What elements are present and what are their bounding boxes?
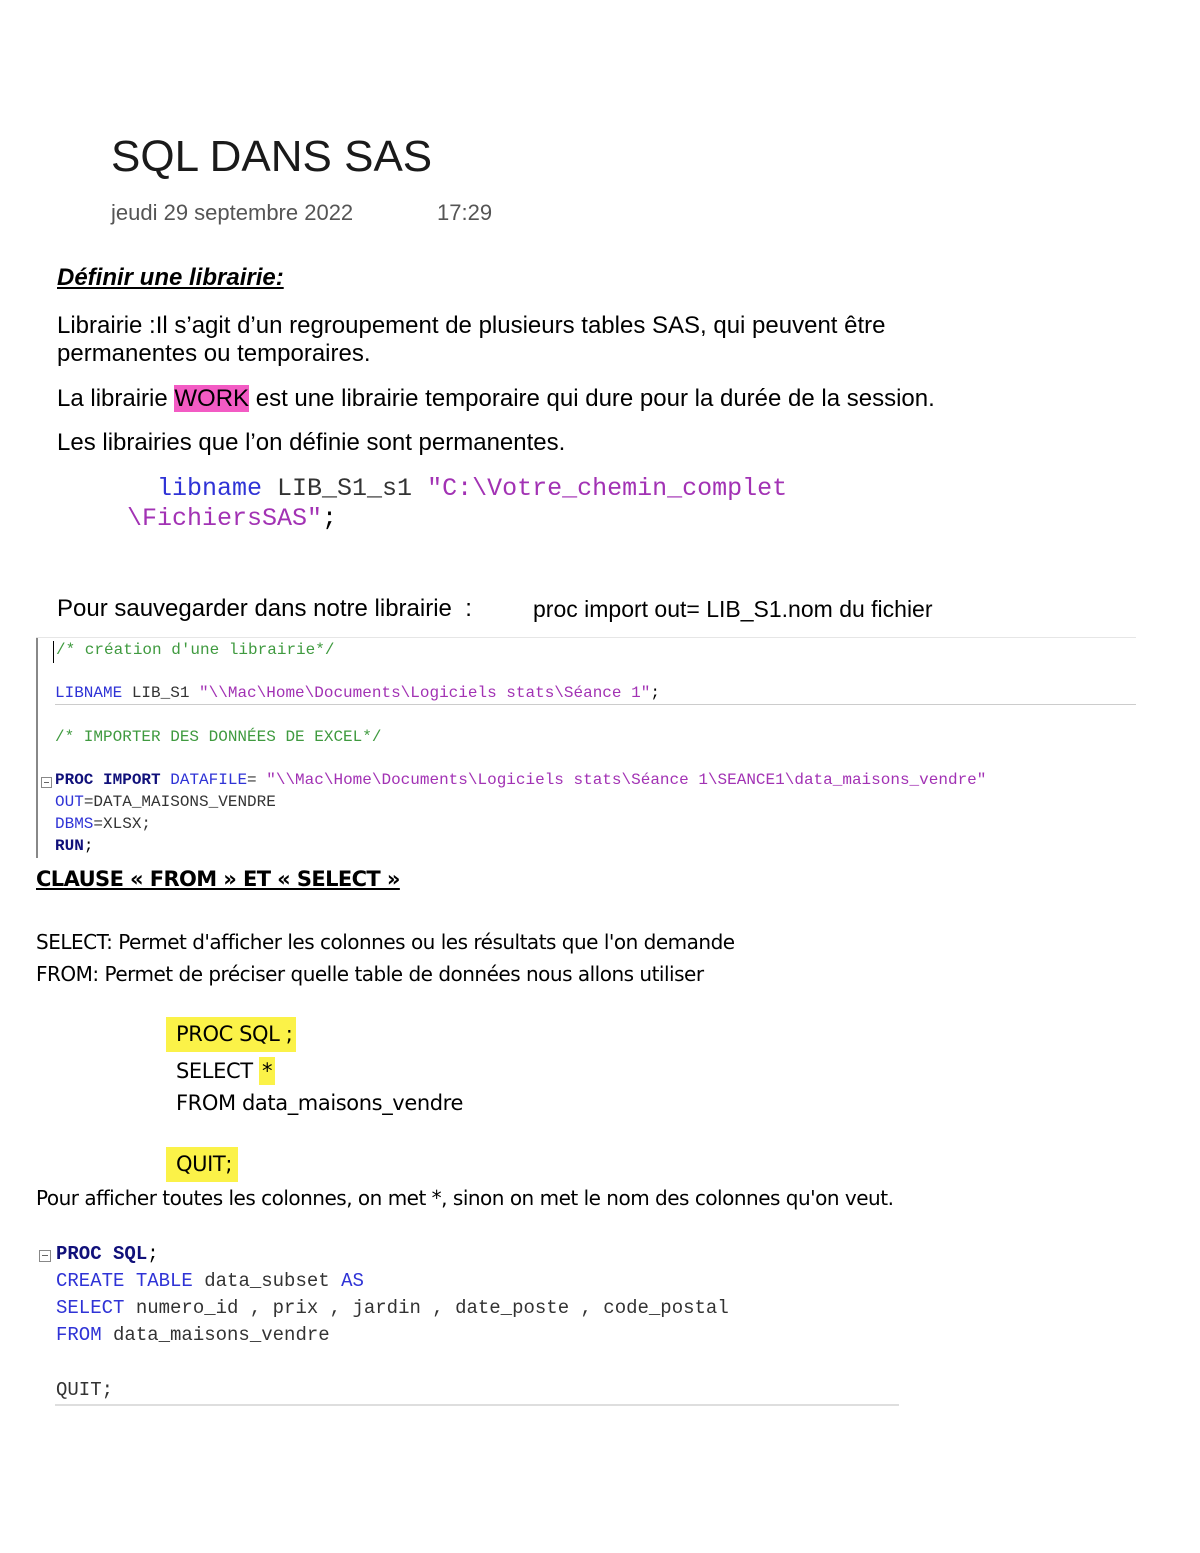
code1-run-semi: ; (83, 837, 94, 855)
code1-libname-name: LIB_S1 (122, 684, 200, 702)
code1-datafile-kw: DATAFILE (170, 771, 248, 789)
code1-libname-kw: LIBNAME (55, 684, 123, 702)
page-time: 17:29 (437, 200, 493, 225)
libname-semicolon: ; (322, 504, 338, 533)
example-select-line (176, 1059, 275, 1083)
code2-semi: ; (147, 1243, 159, 1265)
paragraph-librairie-line2: permanentes ou temporaires. (57, 340, 371, 367)
code1-out-kw: OUT (55, 793, 84, 811)
code1-libname-path: "\\Mac\Home\Documents\Logiciels stats\Séance 1" (199, 684, 651, 702)
code-block-1-left-bar (36, 638, 38, 858)
code1-run-line (55, 837, 93, 855)
code1-out-line (55, 793, 276, 811)
code2-select-line (56, 1297, 729, 1319)
libname-path-part2: \FichiersSAS" (127, 504, 323, 533)
code1-dbms-val: =XLSX; (93, 815, 152, 833)
libname-lib: LIB_S1_s1 (262, 474, 428, 503)
paragraph-permanent: Les librairies que l’on définie sont permanentes. (57, 429, 566, 456)
code1-eq: = (247, 771, 267, 789)
code1-proc-kw: PROC (55, 771, 94, 789)
save-label: Pour sauvegarder dans notre librairie : (57, 595, 472, 622)
code1-libname-semi: ; (650, 684, 660, 702)
example-proc-sql-highlight: PROC SQL ; (166, 1017, 296, 1052)
code2-as-kw: AS (341, 1270, 364, 1292)
code2-create-line (56, 1270, 364, 1292)
example-quit (166, 1152, 238, 1176)
code-block-1-separator (55, 704, 1136, 705)
paragraph-work-before: La librairie (57, 385, 175, 412)
code2-table-kw: TABLE (135, 1270, 193, 1292)
code2-from-kw: FROM (56, 1324, 102, 1346)
section-heading-clause: CLAUSE « FROM » ET « SELECT » (36, 867, 400, 891)
paragraph-work-after: est une librairie temporaire qui dure pour la durée de la session. (249, 385, 935, 412)
code1-dbms-kw: DBMS (55, 815, 94, 833)
page-title: SQL DANS SAS (111, 132, 433, 181)
code1-datafile-path: "\\Mac\Home\Documents\Logiciels stats\Séance 1\SEANCE1\data_maisons_vendre" (266, 771, 987, 789)
example-from-line: FROM data_maisons_vendre (176, 1091, 463, 1115)
code2-proc-kw: PROC (56, 1243, 102, 1265)
code1-out-val: =DATA_MAISONS_VENDRE (83, 793, 276, 811)
code1-proc-import-line (55, 771, 986, 789)
libname-keyword: libname (157, 474, 263, 503)
code1-comment-import: /* IMPORTER DES DONNÉES DE EXCEL*/ (55, 728, 382, 746)
page-date: jeudi 29 septembre 2022 (111, 200, 354, 225)
code1-run-kw: RUN (55, 837, 84, 855)
code2-create-kw: CREATE (56, 1270, 125, 1292)
code1-comment-librairie: /* création d'une librairie*/ (56, 641, 335, 659)
code-block-2-bottom-border (55, 1404, 899, 1406)
code1-dbms-line (55, 815, 151, 833)
work-highlight: WORK (174, 385, 250, 412)
example-quit-highlight: QUIT; (166, 1147, 238, 1182)
libname-code-line2 (127, 504, 337, 533)
example-star-highlight: * (259, 1057, 275, 1085)
collapse-box-icon[interactable] (41, 777, 52, 788)
select-description: SELECT: Permet d'afficher les colonnes ou les résultats que l'on demande (36, 930, 735, 954)
code2-proc-sql-line (56, 1243, 159, 1265)
from-description: FROM: Permet de préciser quelle table de données nous allons utiliser (36, 962, 704, 986)
collapse-box-icon[interactable] (39, 1250, 51, 1262)
code-block-1-top-border (36, 637, 1136, 638)
libname-code-line1 (157, 474, 787, 503)
code2-quit-line: QUIT; (56, 1379, 114, 1401)
section-heading-librairie: Définir une librairie: (57, 264, 284, 291)
code-block-1-caret (53, 641, 54, 663)
code2-sql-kw: SQL (113, 1243, 148, 1265)
libname-path-part1: "C:\Votre_chemin_complet (427, 474, 788, 503)
paragraph-work (57, 385, 935, 413)
example-proc-sql (166, 1022, 296, 1046)
paragraph-librairie-line1: Librairie :Il s’agit d’un regroupement de plusieurs tables SAS, qui peuvent être (57, 312, 886, 339)
code1-libname-line (55, 684, 660, 702)
code1-import-kw: IMPORT (103, 771, 161, 789)
code2-from-line (56, 1324, 330, 1346)
example-select-kw: SELECT (176, 1059, 259, 1083)
note-columns: Pour afficher toutes les colonnes, on met *, sinon on met le nom des colonnes qu'on veut. (36, 1186, 894, 1210)
code2-select-cols: numero_id , prix , jardin , date_poste , code_postal (124, 1297, 729, 1319)
code2-select-kw: SELECT (56, 1297, 125, 1319)
code2-table-name: data_subset (192, 1270, 342, 1292)
save-code: proc import out= LIB_S1.nom du fichier (533, 596, 933, 622)
code2-from-table: data_maisons_vendre (101, 1324, 330, 1346)
